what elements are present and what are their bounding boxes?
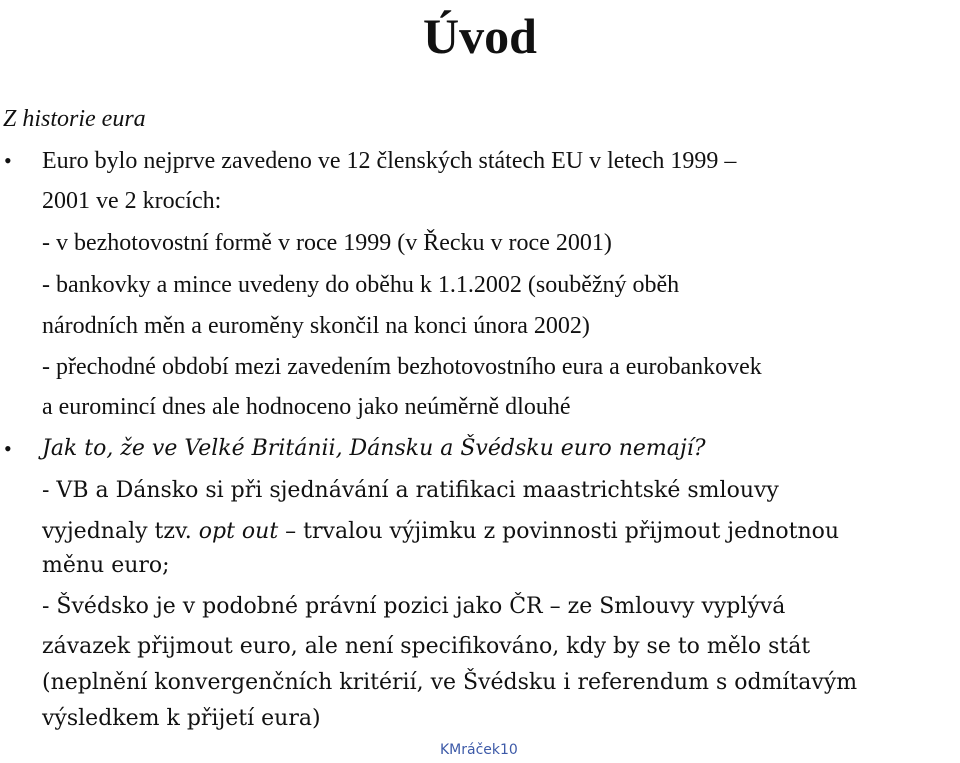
- bullet2-line-7: výsledkem k přijetí eura): [42, 706, 321, 731]
- bullet2-line-1: - VB a Dánsko si při sjednávání a ratifikaci maastrichtské smlouvy: [42, 478, 779, 503]
- slide-footer: KMráček10: [440, 742, 518, 758]
- bullet1-line-6: - přechodné období mezi zavedením bezhotovostního eura a eurobankovek: [42, 354, 762, 380]
- bullet2-line-2-suffix: – trvalou výjimku z povinnosti přijmout jednotnou: [278, 519, 840, 544]
- bullet2-line-6: (neplnění konvergenčních kritérií, ve Švédsku i referendum s odmítavým: [42, 670, 858, 695]
- slide-title: Úvod: [423, 8, 537, 64]
- bullet2-line-2-prefix: vyjednaly tzv.: [42, 519, 199, 544]
- bullet1-line-4: - bankovky a mince uvedeny do oběhu k 1.1.2002 (souběžný oběh: [42, 272, 680, 298]
- bullet2-line-5: závazek přijmout euro, ale není specifikováno, kdy by se to mělo stát: [42, 634, 811, 659]
- opt-out-term: opt out: [198, 519, 279, 544]
- bullet1-line-3: - v bezhotovostní formě v roce 1999 (v Řecku v roce 2001): [42, 230, 612, 256]
- bullet1-line-5: národních měn a euroměny skončil na konci února 2002): [42, 313, 590, 339]
- bullet-marker-1: •: [4, 148, 12, 173]
- section-heading: Z historie eura: [3, 106, 146, 132]
- bullet1-line-1: Euro bylo nejprve zavedeno ve 12 členských státech EU v letech 1999 –: [42, 148, 737, 174]
- bullet2-line-3: měnu euro;: [42, 553, 170, 578]
- bullet1-line-2: 2001 ve 2 krocích:: [42, 188, 222, 214]
- bullet2-question: Jak to, že ve Velké Británii, Dánsku a Švédsku euro nemají?: [42, 436, 706, 461]
- bullet2-line-4: - Švédsko je v podobné právní pozici jako ČR – ze Smlouvy vyplývá: [42, 594, 786, 619]
- bullet1-line-7: a euromincí dnes ale hodnoceno jako neúměrně dlouhé: [42, 394, 571, 420]
- bullet2-line-2: [42, 517, 839, 547]
- bullet-marker-2: •: [4, 436, 12, 461]
